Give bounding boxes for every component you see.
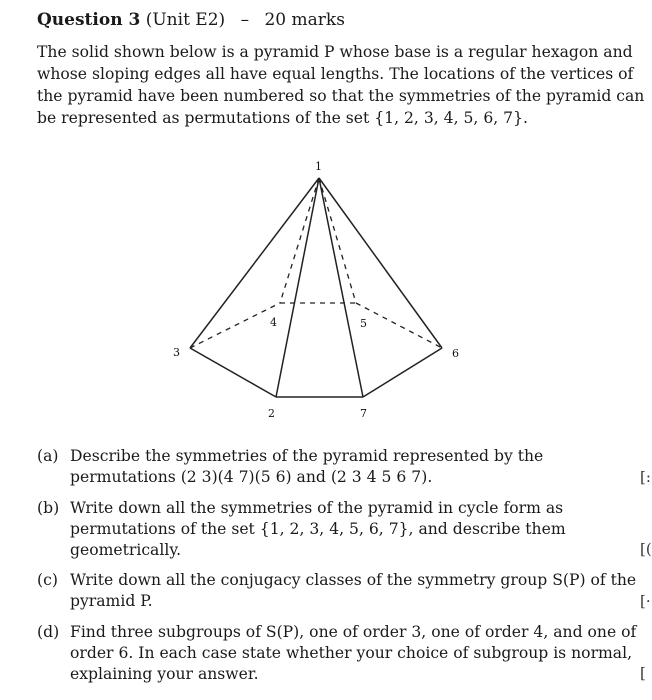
edge-5-to-6 — [356, 303, 442, 348]
edge-apex-to-4 — [280, 178, 319, 303]
part-line: order 6. In each case state whether your choice of subgroup is normal, — [70, 644, 633, 662]
vertex-label-4: 4 — [270, 316, 277, 329]
part-line: permutations (2 3)(4 7)(5 6) and (2 3 4 5 6 7). — [70, 468, 433, 486]
vertex-label-6: 6 — [452, 347, 459, 360]
part-label: (b) — [37, 499, 60, 517]
part-text — [70, 570, 637, 612]
part-text — [70, 622, 637, 685]
part-d-mark: [ — [640, 664, 646, 682]
question-marks: 20 marks — [264, 10, 345, 30]
part-line: Write down all the symmetries of the pyramid in cycle form as — [70, 499, 564, 517]
part-line: Write down all the conjugacy classes of the symmetry group S(P) of the — [70, 571, 637, 589]
part-b-mark: [( — [640, 540, 652, 558]
edge-apex-to-3 — [190, 178, 319, 348]
part-line: Find three subgroups of S(P), one of order 3, one of order 4, and one of — [70, 623, 637, 641]
part-text — [70, 498, 630, 561]
part-line: geometrically. — [70, 541, 182, 559]
edge-3-to-4 — [190, 303, 280, 348]
edge-apex-to-5 — [319, 178, 356, 303]
vertex-label-3: 3 — [173, 346, 180, 359]
part-label: (a) — [37, 447, 59, 465]
question-unit: (Unit E2) — [145, 10, 226, 30]
part-label: (c) — [37, 571, 58, 589]
intro-line: The solid shown below is a pyramid P whose base is a regular hexagon and — [37, 43, 633, 61]
question-title: Question 3 — [37, 10, 141, 30]
heading-separator: – — [240, 10, 250, 30]
edge-apex-to-6 — [319, 178, 442, 348]
vertex-label-2: 2 — [268, 407, 275, 420]
part-label: (d) — [37, 623, 60, 641]
intro-line: be represented as permutations of the set {1, 2, 3, 4, 5, 6, 7}. — [37, 109, 528, 127]
part-c-mark: [· — [640, 592, 651, 610]
edge-3-to-2 — [190, 348, 276, 397]
vertex-label-5: 5 — [360, 317, 367, 330]
edge-7-to-6 — [363, 348, 442, 397]
part-line: pyramid P. — [70, 592, 153, 610]
edge-apex-to-2 — [276, 178, 319, 397]
part-line: Describe the symmetries of the pyramid represented by the — [70, 447, 544, 465]
vertex-label-1: 1 — [315, 160, 322, 173]
part-a-mark: [: — [640, 468, 651, 486]
vertex-label-7: 7 — [360, 407, 367, 420]
intro-line: the pyramid have been numbered so that the symmetries of the pyramid can — [37, 87, 645, 105]
edge-apex-to-7 — [319, 178, 363, 397]
intro-line: whose sloping edges all have equal lengths. The locations of the vertices of — [37, 65, 634, 83]
part-line: explaining your answer. — [70, 665, 259, 683]
part-text — [70, 446, 630, 488]
part-line: permutations of the set {1, 2, 3, 4, 5, 6, 7}, and describe them — [70, 520, 566, 538]
